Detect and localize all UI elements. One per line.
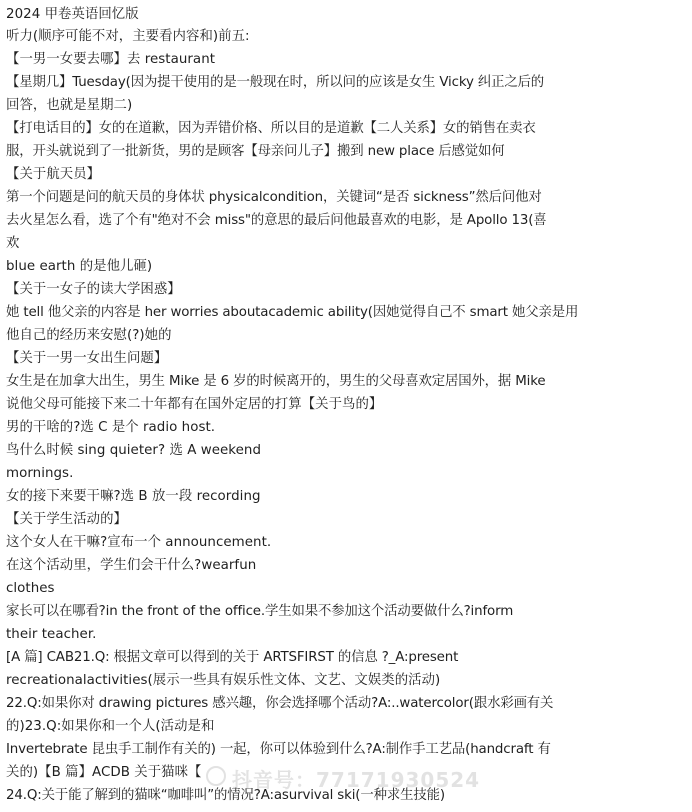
doc-line: 第一个问题是问的航天员的身体状 physicalcondition，关键词“是否 sickness”然后问他对 — [6, 190, 542, 205]
doc-line: 欢 — [6, 236, 20, 251]
doc-line: 的)23.Q:如果你和一个人(活动是和 — [6, 719, 215, 734]
doc-line: 回答，也就是星期二) — [6, 98, 133, 113]
doc-line: their teacher. — [6, 627, 97, 642]
watermark-logo-icon — [206, 766, 226, 786]
doc-line: clothes — [6, 581, 55, 596]
doc-line: 在这个活动里，学生们会干什么?wearfun — [6, 558, 257, 573]
doc-line: 女的接下来要干嘛?选 B 放一段 recording — [6, 489, 261, 504]
doc-line: 说他父母可能接下来二十年都有在国外定居的打算【关于鸟的】 — [6, 397, 383, 412]
doc-line: 鸟什么时候 sing quieter? 选 A weekend — [6, 443, 261, 458]
watermark-text: 抖音号：77171930524 — [232, 768, 481, 792]
doc-line: 女生是在加拿大出生，男生 Mike 是 6 岁的时候离开的，男生的父母喜欢定居国外，据 Mike — [6, 374, 546, 389]
doc-line: 【关于航天员】 — [6, 167, 101, 182]
doc-line: 服，开头就说到了一批新货，男的是顾客【母亲问儿子】搬到 new place 后感觉如何 — [6, 144, 505, 159]
doc-line: 【关于一男一女出生问题】 — [6, 351, 168, 366]
doc-line: 家长可以在哪看?in the front of the office.学生如果不参加这个活动要做什么?inform — [6, 604, 514, 619]
doc-line: [A 篇] CAB21.Q: 根据文章可以得到的关于 ARTSFIRST 的信息 ?_A:present — [6, 650, 459, 665]
doc-line: 【一男一女要去哪】去 restaurant — [6, 52, 216, 67]
doc-line: 男的干啥的?选 C 是个 radio host. — [6, 420, 216, 435]
doc-line: recreationalactivities(展示一些具有娱乐性文体、文艺、文娱类的活动) — [6, 673, 441, 688]
doc-line: 【关于一女子的读大学困惑】 — [6, 282, 181, 297]
doc-line: 她 tell 他父亲的内容是 her worries aboutacademic ability(因她觉得自己不 smart 她父亲是用 — [6, 305, 579, 320]
doc-line: 关的)【B 篇】ACDB 关于猫咪【 — [6, 765, 202, 780]
doc-line: 【星期几】Tuesday(因为提干使用的是一般现在时，所以问的应该是女生 Vicky 纠正之后的 — [6, 75, 545, 90]
doc-line: 去火星怎么看，选了个有"绝对不会 miss"的意思的最后问他最喜欢的电影，是 Apollo 13(喜 — [6, 213, 547, 228]
doc-line: mornings. — [6, 466, 74, 481]
doc-line: 24.Q:关于能了解到的猫咪“咖啡叫”的情况?A:asurvival ski(一种求生技能) — [6, 788, 445, 803]
doc-line: 【关于学生活动的】 — [6, 512, 127, 527]
doc-line: 他自己的经历来安慰(?)她的 — [6, 328, 172, 343]
doc-line: Invertebrate 昆虫手工制作有关的) 一起，你可以体验到什么?A:制作手工艺品(handcraft 有 — [6, 742, 551, 757]
doc-line: 【打电话目的】女的在道歉，因为弄错价格、所以目的是道歉【二人关系】女的销售在卖衣 — [6, 121, 536, 136]
doc-title: 2024 甲卷英语回忆版 — [6, 7, 139, 22]
doc-line: 这个女人在干嘛?宣布一个 announcement. — [6, 535, 272, 550]
doc-line: blue earth 的是他儿砸) — [6, 259, 153, 274]
doc-line: 听力(顺序可能不对，主要看内容和)前五: — [6, 29, 250, 44]
doc-line: 22.Q:如果你对 drawing pictures 感兴趣，你会选择哪个活动?A:..watercolor(跟水彩画有关 — [6, 696, 554, 711]
